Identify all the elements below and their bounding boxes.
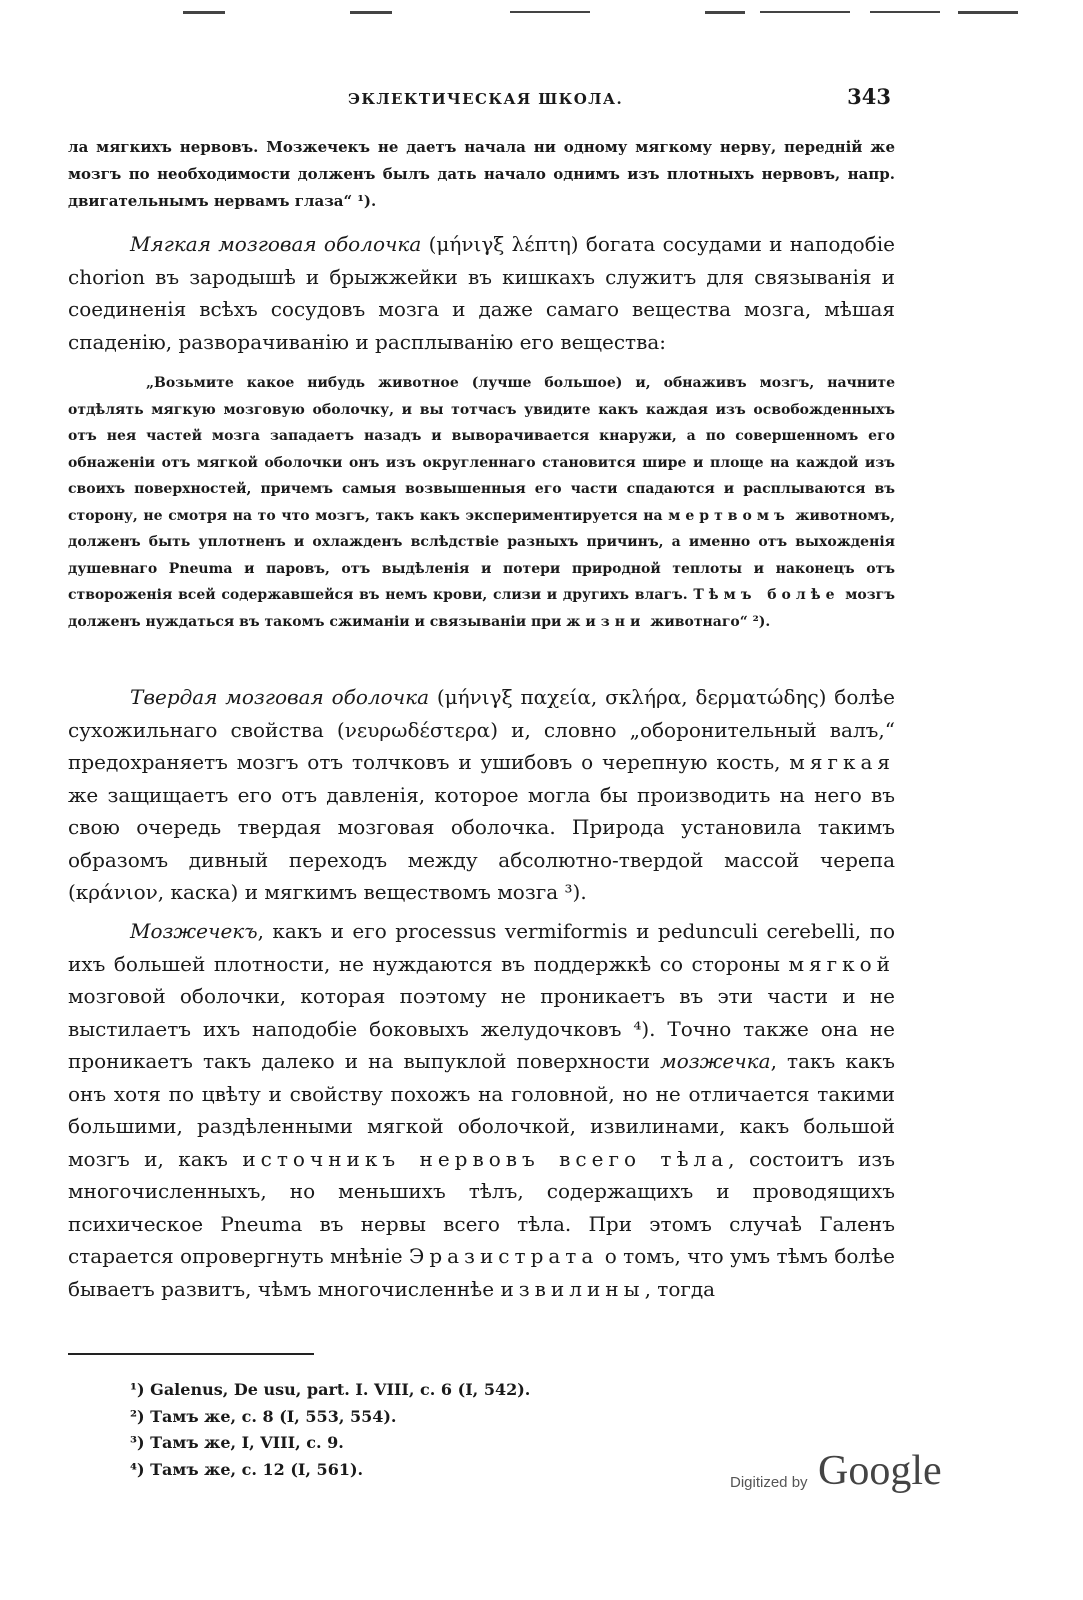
term-dura-mater: Твердая мозговая оболочка (130, 685, 430, 709)
scan-mark (958, 11, 1018, 14)
scan-mark (350, 11, 392, 14)
term-cerebellum: Мозжечекъ (130, 919, 258, 943)
footnote-4: ⁴) Тамъ же, с. 12 (I, 561). (130, 1459, 364, 1479)
paragraph-cerebellum: Мозжечекъ, какъ и его processus vermiformis и pedunculi cerebelli, по ихъ большей плотности, не нуждаются въ поддержкѣ со стороны мягкой мозговой оболочки, которая поэтому не проникаетъ въ эти части и не выстилаетъ ихъ наподобіе боковыхъ желудочковъ ⁴). Точно также она не проникаетъ такъ далеко и на выпуклой поверхности мозжечка, такъ какъ онъ хотя по цвѣту и свойству похожъ на головной, но не отличается такими большими, раздѣленными мягкой оболочкой, извилинами, какъ большой мозгъ и, какъ источникъ нервовъ всего тѣла, состоитъ изъ многочисленныхъ, но меньшихъ тѣлъ, содержащихъ и проводящихъ психическое Pneuma въ нервы всего тѣла. При этомъ случаѣ Галенъ старается опровергнуть мнѣніе Эразистрата о томъ, что умъ тѣмъ болѣе бываетъ развитъ, чѣмъ многочисленнѣе извилины, тогда (68, 919, 896, 1301)
page-number: 343 (847, 84, 891, 109)
footnotes (130, 1377, 530, 1483)
scan-mark (183, 11, 225, 14)
footnote-divider (68, 1353, 314, 1355)
scan-mark (510, 11, 590, 13)
scan-mark (760, 11, 850, 13)
google-logo: Google (818, 1448, 942, 1494)
footnote-1: ¹) Galenus, De usu, part. I. VIII, c. 6 (I, 542). (130, 1380, 531, 1399)
footnote-3: ³) Тамъ же, I, VIII, с. 9. (130, 1433, 344, 1452)
paragraph-dura-mater: Твердая мозговая оболочка (μήνιγξ παχεία, σκλήρα, δερματώδης) болѣе сухожильнаго свойства (νευρωδέστερα) и, словно „оборонительный валъ,“ предохраняетъ мозгъ отъ толчковъ и ушибовъ о черепную кость, мягкая же защищаетъ его отъ давленія, которое могла бы производить на него въ свою очередь твердая мозговая оболочка. Природа установила такимъ образомъ дивный переходъ между абсолютно-твердой массой черепа (κράνιον, каска) и мягкимъ веществомъ мозга ³). (68, 685, 895, 904)
footnote-2: ²) Тамъ же, с. 8 (I, 553, 554). (130, 1406, 397, 1426)
running-head (68, 84, 891, 114)
digitized-by-label: Digitized by (730, 1474, 808, 1491)
scan-mark (705, 11, 745, 14)
scan-mark (870, 11, 940, 13)
term-pia-mater: Мягкая мозговая оболочка (130, 232, 422, 256)
running-title: ЭКЛЕКТИЧЕСКАЯ ШКОЛА. (348, 90, 624, 108)
block-quote: „Возьмите какое нибудь животное (лучше большое) и, обнаживъ мозгъ, начните отдѣлять мягкую мозговую оболочку, и вы тотчасъ увидите какъ каждая изъ освобожденныхъ отъ нея частей мозга западаетъ назадъ и выворачивается кнаружи, а по совершенномъ его обнаженіи отъ мягкой оболочки онъ изъ округленнаго становится шире и площе на каждой изъ своихъ поверхностей, причемъ самыя возвышенныя его части спадаются и расплываются въ сторону, не смотря на то что мозгъ, такъ какъ экспериментируется на мертвомъ животномъ, долженъ быть уплотненъ и охлажденъ вслѣдствіе разныхъ причинъ, а именно отъ выхожденія душевнаго Pneuma и паровъ, отъ выдѣленія и потери природной теплоты и наконецъ отъ створоженія всей содержавшейся въ немъ крови, слизи и другихъ влагъ. Тѣмъ болѣе мозгъ долженъ нуждаться въ такомъ сжиманіи и связываніи при жизни животнаго“ ²). (68, 375, 895, 630)
paragraph-continuation: ла мягкихъ нервовъ. Мозжечекъ не даетъ начала ни одному мягкому нерву, передній же мозгъ по необходимости долженъ былъ дать начало однимъ изъ плотныхъ нервовъ, напр. двигательнымъ нервамъ глаза“ ¹). (68, 138, 895, 210)
paragraph-pia-mater: Мягкая мозговая оболочка (μήνιγξ λέπτη) богата сосудами и наподобіе chorion въ зародышѣ и брыжжейки въ кишкахъ служитъ для связыванія и соединенія всѣхъ сосудовъ мозга и даже самаго вещества мозга, мѣшая спаденію, разворачиванію и расплыванію его вещества: (68, 232, 895, 354)
